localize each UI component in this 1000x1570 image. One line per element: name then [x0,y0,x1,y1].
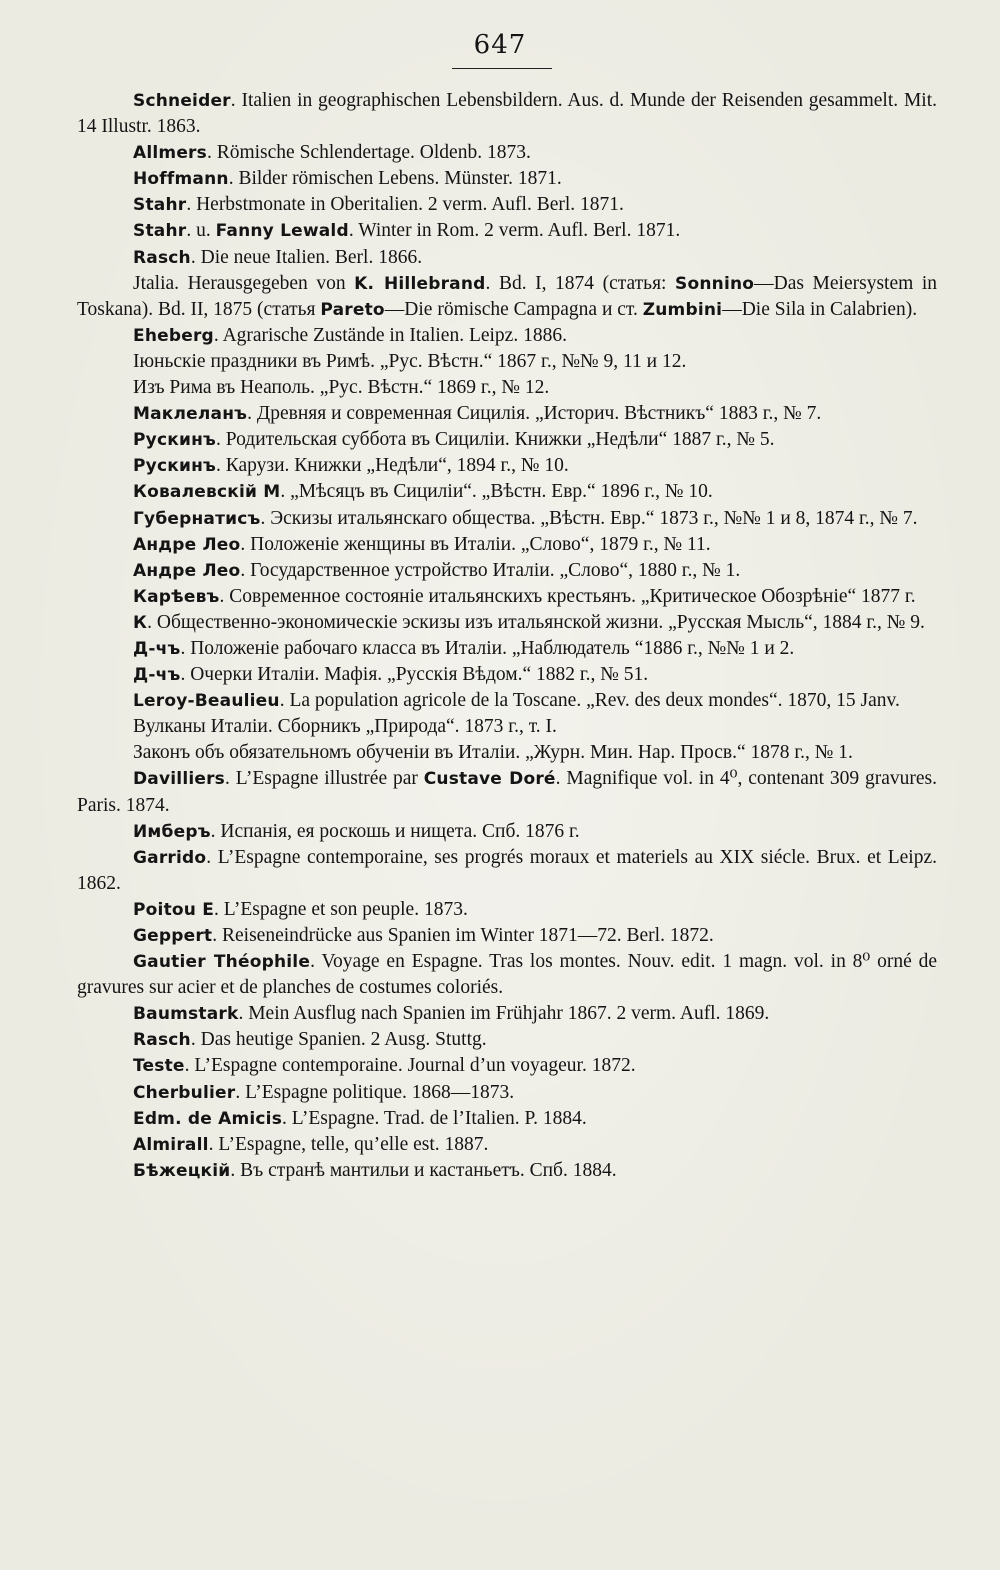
author-name: Rasch [133,1030,191,1051]
author-name: Ковалевскій М [133,482,281,503]
entry-text: —Das Meiersystem in Toskana). Bd. II, 1875 (статья [77,272,938,320]
entry-text: Вулканы Италіи. Сборникъ „Природа“. 1873 г., т. I. [133,716,557,738]
author-name: K. Hillebrand [354,273,486,294]
entry-text: . Römische Schlendertage. Oldenb. 1873. [206,142,531,164]
entry-text: Изъ Рима въ Неаполь. „Рус. Вѣстн.“ 1869 г., № 12. [133,377,550,399]
author-name: Д-чъ [133,665,181,686]
author-name: Garrido [133,847,207,868]
bibliography-entry [77,923,937,949]
entry-text: . Современное состояніе итальянскихъ крестьянъ. „Критическое Обозрѣніе“ 1877 г. [219,585,916,607]
page-number: 647 [473,30,527,60]
author-name: Имберъ [133,821,211,842]
bibliography-entry [77,245,937,271]
bibliography-entry [77,140,937,166]
bibliography-entry [77,766,937,818]
bibliography-entry [77,532,937,558]
bibliography-entry [77,714,937,740]
bibliography-entry [77,1053,937,1079]
author-name: Davilliers [133,769,226,790]
author-name: Андре Лео [133,534,241,555]
author-name: Poitou E [133,899,215,920]
author-name: Schneider [133,91,231,111]
entry-text: . Herbstmonate in Oberitalien. 2 verm. Aufl. Berl. 1871. [186,194,624,216]
entry-text: . L’Espagne et son peuple. 1873. [214,898,468,920]
entry-text: . Italien in geographischen Lebensbildern. Aus. d. Munde der Reisenden gesammelt. Mit. 14 Illustr. 1863. [77,90,937,138]
entry-text: . Государственное устройство Италіи. „Слово“, 1880 г., № 1. [240,559,741,581]
entry-text: . L’Espagne. Trad. de l’Italien. P. 1884. [282,1107,587,1129]
entry-text: Законъ объ обязательномъ обученіи въ Италіи. „Журн. Мин. Нар. Просв.“ 1878 г., № 1. [133,742,853,764]
entry-text: . Magnifique vol. in 4⁰, contenant 309 gravures. Paris. 1874. [77,768,937,816]
entry-text: . Карузи. Книжки „Недѣли“, 1894 г., № 10. [216,455,569,477]
entry-text: . Общественно-экономическіе эскизы изъ итальянской жизни. „Русская Мысль“, 1884 г., № 9. [147,611,925,633]
entry-text: . u. [186,220,216,242]
bibliography-entry [77,610,937,636]
author-name: Eheberg [133,325,214,346]
bibliography-entry [77,192,937,218]
entry-text: . Agrarische Zustände in Italien. Leipz. 1886. [213,324,567,346]
bibliography-entry [77,1132,937,1158]
bibliography-entry [77,218,937,244]
author-name: Stahr [133,221,187,242]
author-name: Губернатисъ [133,508,261,529]
bibliography-entry [77,375,937,401]
author-name: Allmers [133,143,207,164]
entry-text: —Die Sila in Calabrien). [722,298,918,320]
entry-text: . Die neue Italien. Berl. 1866. [190,246,423,268]
entry-text: . Испанія, ея роскошь и нищета. Спб. 1876 г. [210,820,580,842]
author-name: Edm. de Amicis [133,1108,283,1129]
author-name: Zumbini [642,299,723,320]
bibliography-entry [77,740,937,766]
bibliography-entry [77,479,937,505]
entry-text: . Reiseneindrücke aus Spanien im Winter 1871—72. Berl. 1872. [212,925,714,946]
entry-text: . „Мѣсяцъ въ Сициліи“. „Вѣстн. Евр.“ 1896 г., № 10. [280,481,713,503]
author-name: Pareto [320,299,385,320]
bibliography-entry [77,166,937,192]
author-name: Рускинъ [133,456,216,477]
entry-text: . La population agricole de la Toscane. „Rev. des deux mondes“. 1870, 15 Janv. [279,690,900,712]
entry-text: . Родительская суббота въ Сициліи. Книжки „Недѣли“ 1887 г., № 5. [216,429,775,451]
bibliography-entry [77,1080,937,1106]
author-name: Baumstark [133,1004,239,1025]
bibliography-entry [77,271,937,323]
entry-text: . L’Espagne illustrée par [225,768,424,790]
bibliography-entry [77,636,937,662]
bibliography-entry [77,1001,937,1027]
bibliography-entry [77,401,937,427]
entry-text: . Voyage en Espagne. Tras los montes. Nouv. edit. 1 magn. vol. in 8⁰ orné de gravures sur acier et de planches de costumes coloriés. [77,951,937,999]
entry-text: . L’Espagne contemporaine. Journal d’un voyageur. 1872. [184,1055,636,1077]
entry-text: . L’Espagne contemporaine, ses progrés moraux et materiels au XIX siécle. Brux. et Leipz. 1862. [77,846,937,894]
author-name: Rasch [133,247,191,268]
entry-text: . Положеніе женщины въ Италіи. „Слово“, 1879 г., № 11. [240,533,711,555]
entry-text: Іюньскіе праздники въ Римѣ. „Рус. Вѣстн.“ 1867 г., №№ 9, 11 и 12. [133,350,687,372]
author-name: Geppert [133,926,213,946]
author-name: Fanny Lewald [215,221,349,242]
bibliography-entry [77,845,937,897]
entry-text: . Winter in Rom. 2 verm. Aufl. Berl. 1871. [348,220,681,242]
bibliography-entry [77,1106,937,1132]
author-name: Custave Doré [423,769,556,790]
entry-text: . Очерки Италіи. Мафія. „Русскія Вѣдом.“ 1882 г., № 51. [180,664,649,686]
bibliography-entry [77,819,937,845]
entry-text: . Bd. I, 1874 (статья: [485,272,676,294]
author-name: Андре Лео [133,560,241,581]
bibliography-entry [77,506,937,532]
author-name: Бѣжецкій [133,1160,231,1181]
author-name: Маклеланъ [133,404,248,425]
bibliography-entry [77,427,937,453]
entry-text: . Въ странѣ мантильи и кастаньетъ. Спб. 1884. [230,1159,617,1181]
bibliography-entry [77,453,937,479]
entry-text: . Mein Ausflug nach Spanien im Frühjahr 1867. 2 verm. Aufl. 1869. [238,1003,770,1025]
entry-text: . Древняя и современная Сицилія. „Историч. Вѣстникъ“ 1883 г., № 7. [247,403,822,425]
bibliography-entry [77,1027,937,1053]
bibliography-entry [77,584,937,610]
author-name: Gautier Théophile [133,952,311,973]
bibliography-entry [77,949,937,1001]
bibliography-entry [77,688,937,714]
author-name: Cherbulier [133,1082,236,1103]
entry-text: . Положеніе рабочаго класса въ Италіи. „Наблюдатель “1886 г., №№ 1 и 2. [180,637,795,659]
author-name: Leroy-Beaulieu [133,691,280,712]
bibliography-entry [77,897,937,923]
header-rule [452,68,552,69]
author-name: Рускинъ [133,430,216,451]
entry-text: Jtalia. Herausgegeben von [133,272,355,294]
bibliography-entry [77,662,937,688]
bibliography-entry [77,558,937,584]
entry-text: . L’Espagne, telle, qu’elle est. 1887. [208,1133,489,1155]
entry-text: . L’Espagne politique. 1868—1873. [235,1081,515,1103]
bibliography-entry [77,1158,937,1184]
bibliography-list [77,88,937,1184]
entry-text: . Das heutige Spanien. 2 Ausg. Stuttg. [190,1029,487,1051]
bibliography-entry [77,349,937,375]
author-name: Almirall [133,1134,209,1155]
author-name: Sonnino [675,273,755,294]
entry-text: —Die römische Campagna и ст. [384,298,643,320]
author-name: Карѣевъ [133,586,220,607]
author-name: К [133,612,148,633]
author-name: Д-чъ [133,638,181,659]
author-name: Stahr [133,195,187,216]
author-name: Teste [133,1056,185,1077]
author-name: Hoffmann [133,169,229,190]
bibliography-entry [77,88,937,140]
bibliography-entry [77,323,937,349]
entry-text: . Эскизы итальянскаго общества. „Вѣстн. Евр.“ 1873 г., №№ 1 и 8, 1874 г., № 7. [260,507,918,529]
entry-text: . Bilder römischen Lebens. Münster. 1871. [228,168,562,190]
